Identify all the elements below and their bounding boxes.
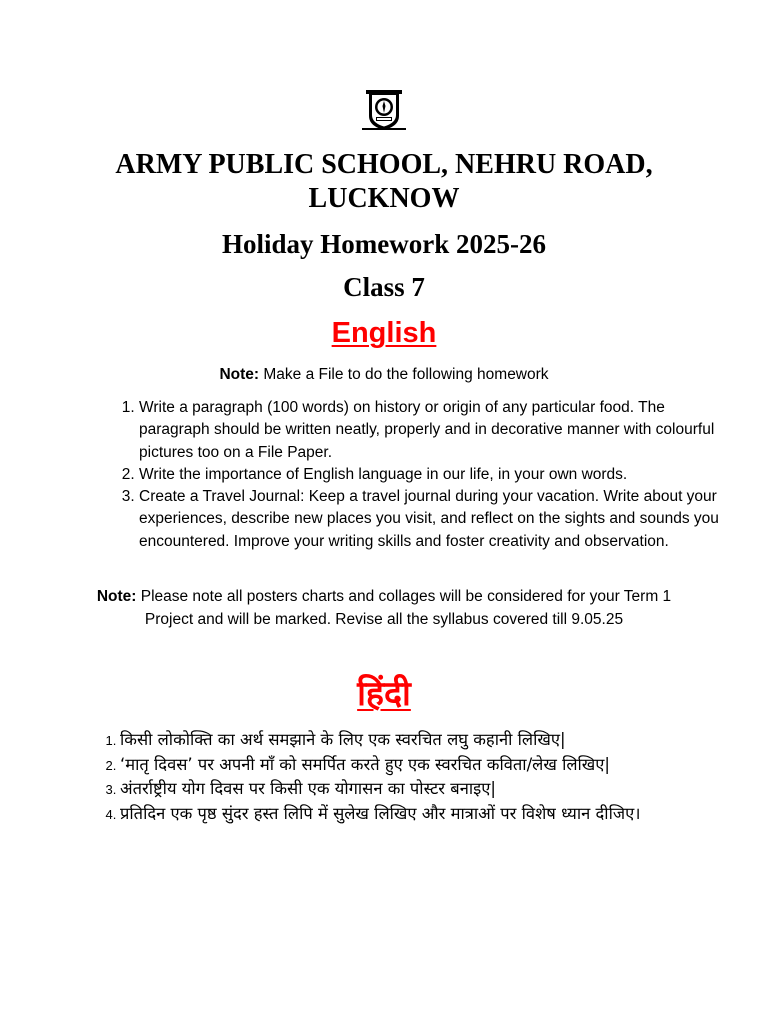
homework-title: Holiday Homework 2025-26 bbox=[222, 229, 546, 259]
school-crest-logo bbox=[360, 86, 408, 132]
list-item: 1. किसी लोकोक्ति का अर्थ समझाने के लिए एक स्वरचित लघु कहानी लिखिए| bbox=[120, 728, 740, 753]
note-label: Note: bbox=[219, 366, 260, 383]
school-name: ARMY PUBLIC SCHOOL, NEHRU ROAD, LUCKNOW bbox=[115, 149, 653, 214]
hindi-heading: हिंदी bbox=[357, 674, 411, 714]
hindi-homework-list bbox=[60, 728, 740, 826]
list-item: 4. प्रतिदिन एक पृष्ठ सुंदर हस्त लिपि में सुलेख लिखिए और मात्राओं पर विशेष ध्यान दीजिए। bbox=[120, 802, 740, 827]
closing-note-label: Note: bbox=[96, 588, 137, 605]
class-title: Class 7 bbox=[343, 272, 425, 302]
english-note bbox=[60, 364, 708, 386]
list-item: 3. अंतर्राष्ट्रीय योग दिवस पर किसी एक योगासन का पोस्टर बनाइए| bbox=[120, 777, 740, 802]
list-item: 3. Create a Travel Journal: Keep a travel journal during your vacation. Write about your experiences, describe new places you visit, and reflect on the sights and sounds you encountered. Improve your writing skills and foster creativity and observation. bbox=[139, 486, 729, 553]
list-item: 2. ‘मातृ दिवस’ पर अपनी माँ को समर्पित करते हुए एक स्वरचित कविता/लेख लिखिए| bbox=[120, 753, 740, 778]
english-heading: English bbox=[331, 317, 437, 349]
list-item: 1. Write a paragraph (100 words) on history or origin of any particular food. The paragraph should be written neatly, properly and in decorative manner with colourful pictures too on a File Paper. bbox=[139, 397, 729, 464]
closing-note-text: Please note all posters charts and collages will be considered for your Term 1 Project and will be marked. Revise all the syllabus covered till 9.05.25 bbox=[136, 588, 672, 628]
list-item: 2. Write the importance of English language in our life, in your own words. bbox=[139, 464, 729, 486]
note-text: Make a File to do the following homework bbox=[259, 366, 549, 383]
english-closing-note bbox=[80, 586, 688, 631]
english-homework-list bbox=[100, 397, 729, 553]
